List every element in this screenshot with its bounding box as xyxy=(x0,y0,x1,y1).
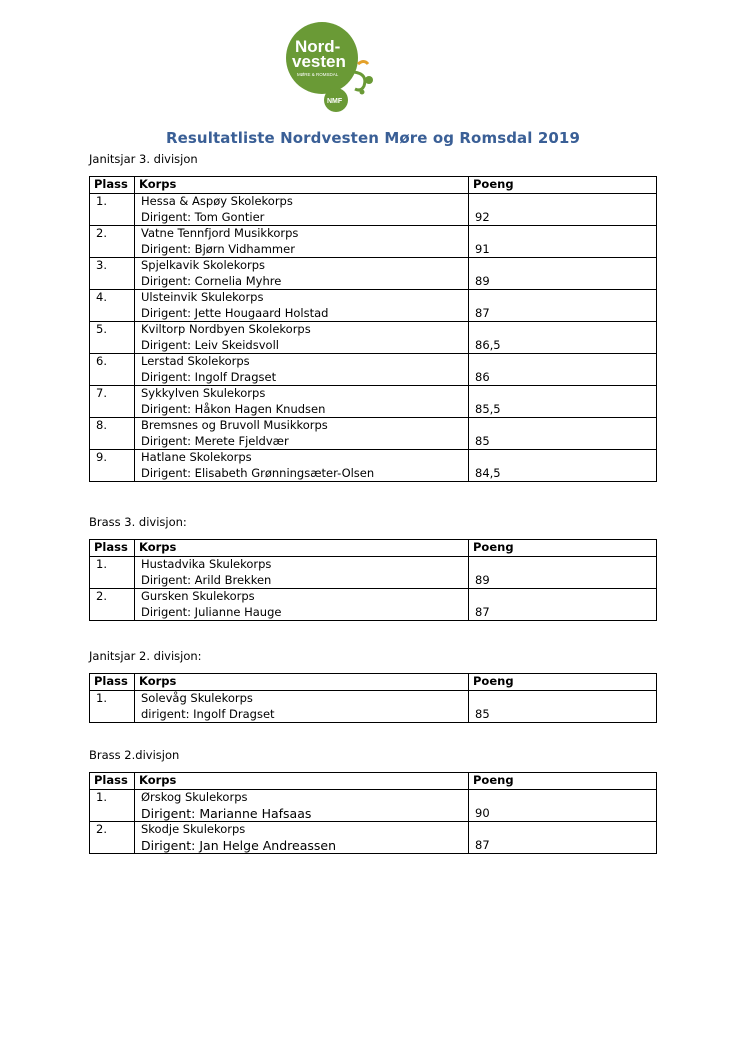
logo-text-line1: Nord- xyxy=(295,37,341,56)
result-section xyxy=(89,152,657,482)
plass-value: 2. xyxy=(96,226,107,240)
cell-poeng xyxy=(469,290,657,322)
table-row xyxy=(90,258,657,290)
poeng-value: 85 xyxy=(475,433,490,448)
cell-poeng xyxy=(469,418,657,450)
plass-value: 2. xyxy=(96,822,107,836)
dirigent-name: Dirigent: Marianne Hafsaas xyxy=(141,805,312,821)
nordvesten-logo xyxy=(284,20,380,116)
dirigent-name: Dirigent: Jette Hougaard Holstad xyxy=(141,305,329,320)
table-header-row xyxy=(90,177,657,194)
cell-plass xyxy=(90,450,135,482)
cell-plass xyxy=(90,354,135,386)
cell-korps xyxy=(135,386,469,418)
dirigent-name: dirigent: Ingolf Dragset xyxy=(141,706,275,721)
plass-value: 9. xyxy=(96,450,107,464)
section-label: Brass 3. divisjon: xyxy=(89,515,187,529)
cell-korps xyxy=(135,194,469,226)
cell-korps xyxy=(135,822,469,854)
plass-value: 1. xyxy=(96,194,107,208)
dirigent-name: Dirigent: Jan Helge Andreassen xyxy=(141,837,337,853)
table-header-row xyxy=(90,674,657,691)
korps-name: Hessa & Aspøy Skolekorps xyxy=(141,194,293,208)
results-table xyxy=(89,539,657,621)
korps-name: Lerstad Skolekorps xyxy=(141,354,250,368)
header-korps: Korps xyxy=(135,177,469,194)
table-row xyxy=(90,691,657,723)
dirigent-name: Dirigent: Julianne Hauge xyxy=(141,604,282,619)
poeng-value: 87 xyxy=(475,305,490,320)
table-row xyxy=(90,589,657,621)
cell-poeng xyxy=(469,194,657,226)
dirigent-name: Dirigent: Leiv Skeidsvoll xyxy=(141,337,279,352)
cell-poeng xyxy=(469,450,657,482)
cell-poeng xyxy=(469,557,657,589)
cell-plass xyxy=(90,194,135,226)
table-header-row xyxy=(90,540,657,557)
korps-name: Bremsnes og Bruvoll Musikkorps xyxy=(141,418,328,432)
cell-poeng xyxy=(469,258,657,290)
cell-plass xyxy=(90,226,135,258)
poeng-value: 89 xyxy=(475,273,490,288)
dirigent-name: Dirigent: Cornelia Myhre xyxy=(141,273,282,288)
dirigent-name: Dirigent: Merete Fjeldvær xyxy=(141,433,289,448)
cell-korps xyxy=(135,322,469,354)
results-table xyxy=(89,772,657,854)
header-poeng: Poeng xyxy=(469,773,657,790)
plass-value: 1. xyxy=(96,790,107,804)
plass-value: 4. xyxy=(96,290,107,304)
header-plass: Plass xyxy=(90,674,135,691)
logo-text-line2: vesten xyxy=(292,52,346,71)
header-plass: Plass xyxy=(90,177,135,194)
header-korps: Korps xyxy=(135,773,469,790)
poeng-value: 86,5 xyxy=(475,337,501,352)
plass-value: 1. xyxy=(96,557,107,571)
header-poeng: Poeng xyxy=(469,674,657,691)
poeng-value: 86 xyxy=(475,369,490,384)
table-row xyxy=(90,226,657,258)
cell-korps xyxy=(135,450,469,482)
cell-plass xyxy=(90,322,135,354)
cell-poeng xyxy=(469,386,657,418)
dirigent-name: Dirigent: Bjørn Vidhammer xyxy=(141,241,295,256)
korps-name: Gursken Skulekorps xyxy=(141,589,255,603)
table-row xyxy=(90,322,657,354)
cell-korps xyxy=(135,589,469,621)
results-table xyxy=(89,176,657,482)
result-section xyxy=(89,748,657,854)
korps-name: Spjelkavik Skolekorps xyxy=(141,258,266,272)
cell-plass xyxy=(90,418,135,450)
plass-value: 1. xyxy=(96,691,107,705)
cell-korps xyxy=(135,691,469,723)
poeng-value: 85,5 xyxy=(475,401,501,416)
cell-korps xyxy=(135,258,469,290)
header-korps: Korps xyxy=(135,540,469,557)
cell-poeng xyxy=(469,790,657,822)
cell-poeng xyxy=(469,589,657,621)
cell-poeng xyxy=(469,691,657,723)
cell-korps xyxy=(135,418,469,450)
logo-badge: NMF xyxy=(327,98,343,105)
cell-poeng xyxy=(469,354,657,386)
logo-subtext: MØRE & ROMSDAL xyxy=(297,72,339,77)
poeng-value: 90 xyxy=(475,805,490,820)
poeng-value: 87 xyxy=(475,837,490,852)
korps-name: Hatlane Skolekorps xyxy=(141,450,252,464)
section-label: Janitsjar 2. divisjon: xyxy=(89,649,202,663)
plass-value: 2. xyxy=(96,589,107,603)
korps-name: Skodje Skulekorps xyxy=(141,822,246,836)
cell-korps xyxy=(135,790,469,822)
korps-name: Ørskog Skulekorps xyxy=(141,790,248,804)
plass-value: 8. xyxy=(96,418,107,432)
cell-poeng xyxy=(469,322,657,354)
table-row xyxy=(90,790,657,822)
table-row xyxy=(90,386,657,418)
plass-value: 7. xyxy=(96,386,107,400)
table-row xyxy=(90,450,657,482)
poeng-value: 87 xyxy=(475,604,490,619)
table-row xyxy=(90,418,657,450)
header-poeng: Poeng xyxy=(469,540,657,557)
results-table xyxy=(89,673,657,723)
korps-name: Vatne Tennfjord Musikkorps xyxy=(141,226,299,240)
table-row xyxy=(90,194,657,226)
cell-plass xyxy=(90,258,135,290)
dirigent-name: Dirigent: Håkon Hagen Knudsen xyxy=(141,401,326,416)
cell-poeng xyxy=(469,226,657,258)
cell-poeng xyxy=(469,822,657,854)
header-plass: Plass xyxy=(90,540,135,557)
dirigent-name: Dirigent: Ingolf Dragset xyxy=(141,369,277,384)
korps-name: Sykkylven Skulekorps xyxy=(141,386,266,400)
plass-value: 5. xyxy=(96,322,107,336)
section-label: Janitsjar 3. divisjon xyxy=(89,152,198,166)
poeng-value: 89 xyxy=(475,572,490,587)
korps-name: Kviltorp Nordbyen Skolekorps xyxy=(141,322,311,336)
cell-plass xyxy=(90,290,135,322)
table-header-row xyxy=(90,773,657,790)
cell-plass xyxy=(90,557,135,589)
header-poeng: Poeng xyxy=(469,177,657,194)
poeng-value: 91 xyxy=(475,241,490,256)
cell-korps xyxy=(135,557,469,589)
poeng-value: 85 xyxy=(475,706,490,721)
cell-plass xyxy=(90,691,135,723)
result-section xyxy=(89,649,657,723)
result-section xyxy=(89,515,657,621)
cell-korps xyxy=(135,354,469,386)
korps-name: Hustadvika Skulekorps xyxy=(141,557,272,571)
poeng-value: 92 xyxy=(475,209,490,224)
header-plass: Plass xyxy=(90,773,135,790)
dirigent-name: Dirigent: Tom Gontier xyxy=(141,209,265,224)
dirigent-name: Dirigent: Arild Brekken xyxy=(141,572,272,587)
header-korps: Korps xyxy=(135,674,469,691)
korps-name: Solevåg Skulekorps xyxy=(141,691,253,705)
korps-name: Ulsteinvik Skulekorps xyxy=(141,290,264,304)
cell-korps xyxy=(135,226,469,258)
table-row xyxy=(90,290,657,322)
cell-plass xyxy=(90,589,135,621)
table-row xyxy=(90,354,657,386)
section-label: Brass 2.divisjon xyxy=(89,748,180,762)
plass-value: 3. xyxy=(96,258,107,272)
cell-korps xyxy=(135,290,469,322)
poeng-value: 84,5 xyxy=(475,465,501,480)
plass-value: 6. xyxy=(96,354,107,368)
cell-plass xyxy=(90,822,135,854)
table-row xyxy=(90,822,657,854)
cell-plass xyxy=(90,386,135,418)
page-title: Resultatliste Nordvesten Møre og Romsdal 2019 xyxy=(165,129,580,147)
table-row xyxy=(90,557,657,589)
cell-plass xyxy=(90,790,135,822)
dirigent-name: Dirigent: Elisabeth Grønningsæter-Olsen xyxy=(141,465,375,480)
